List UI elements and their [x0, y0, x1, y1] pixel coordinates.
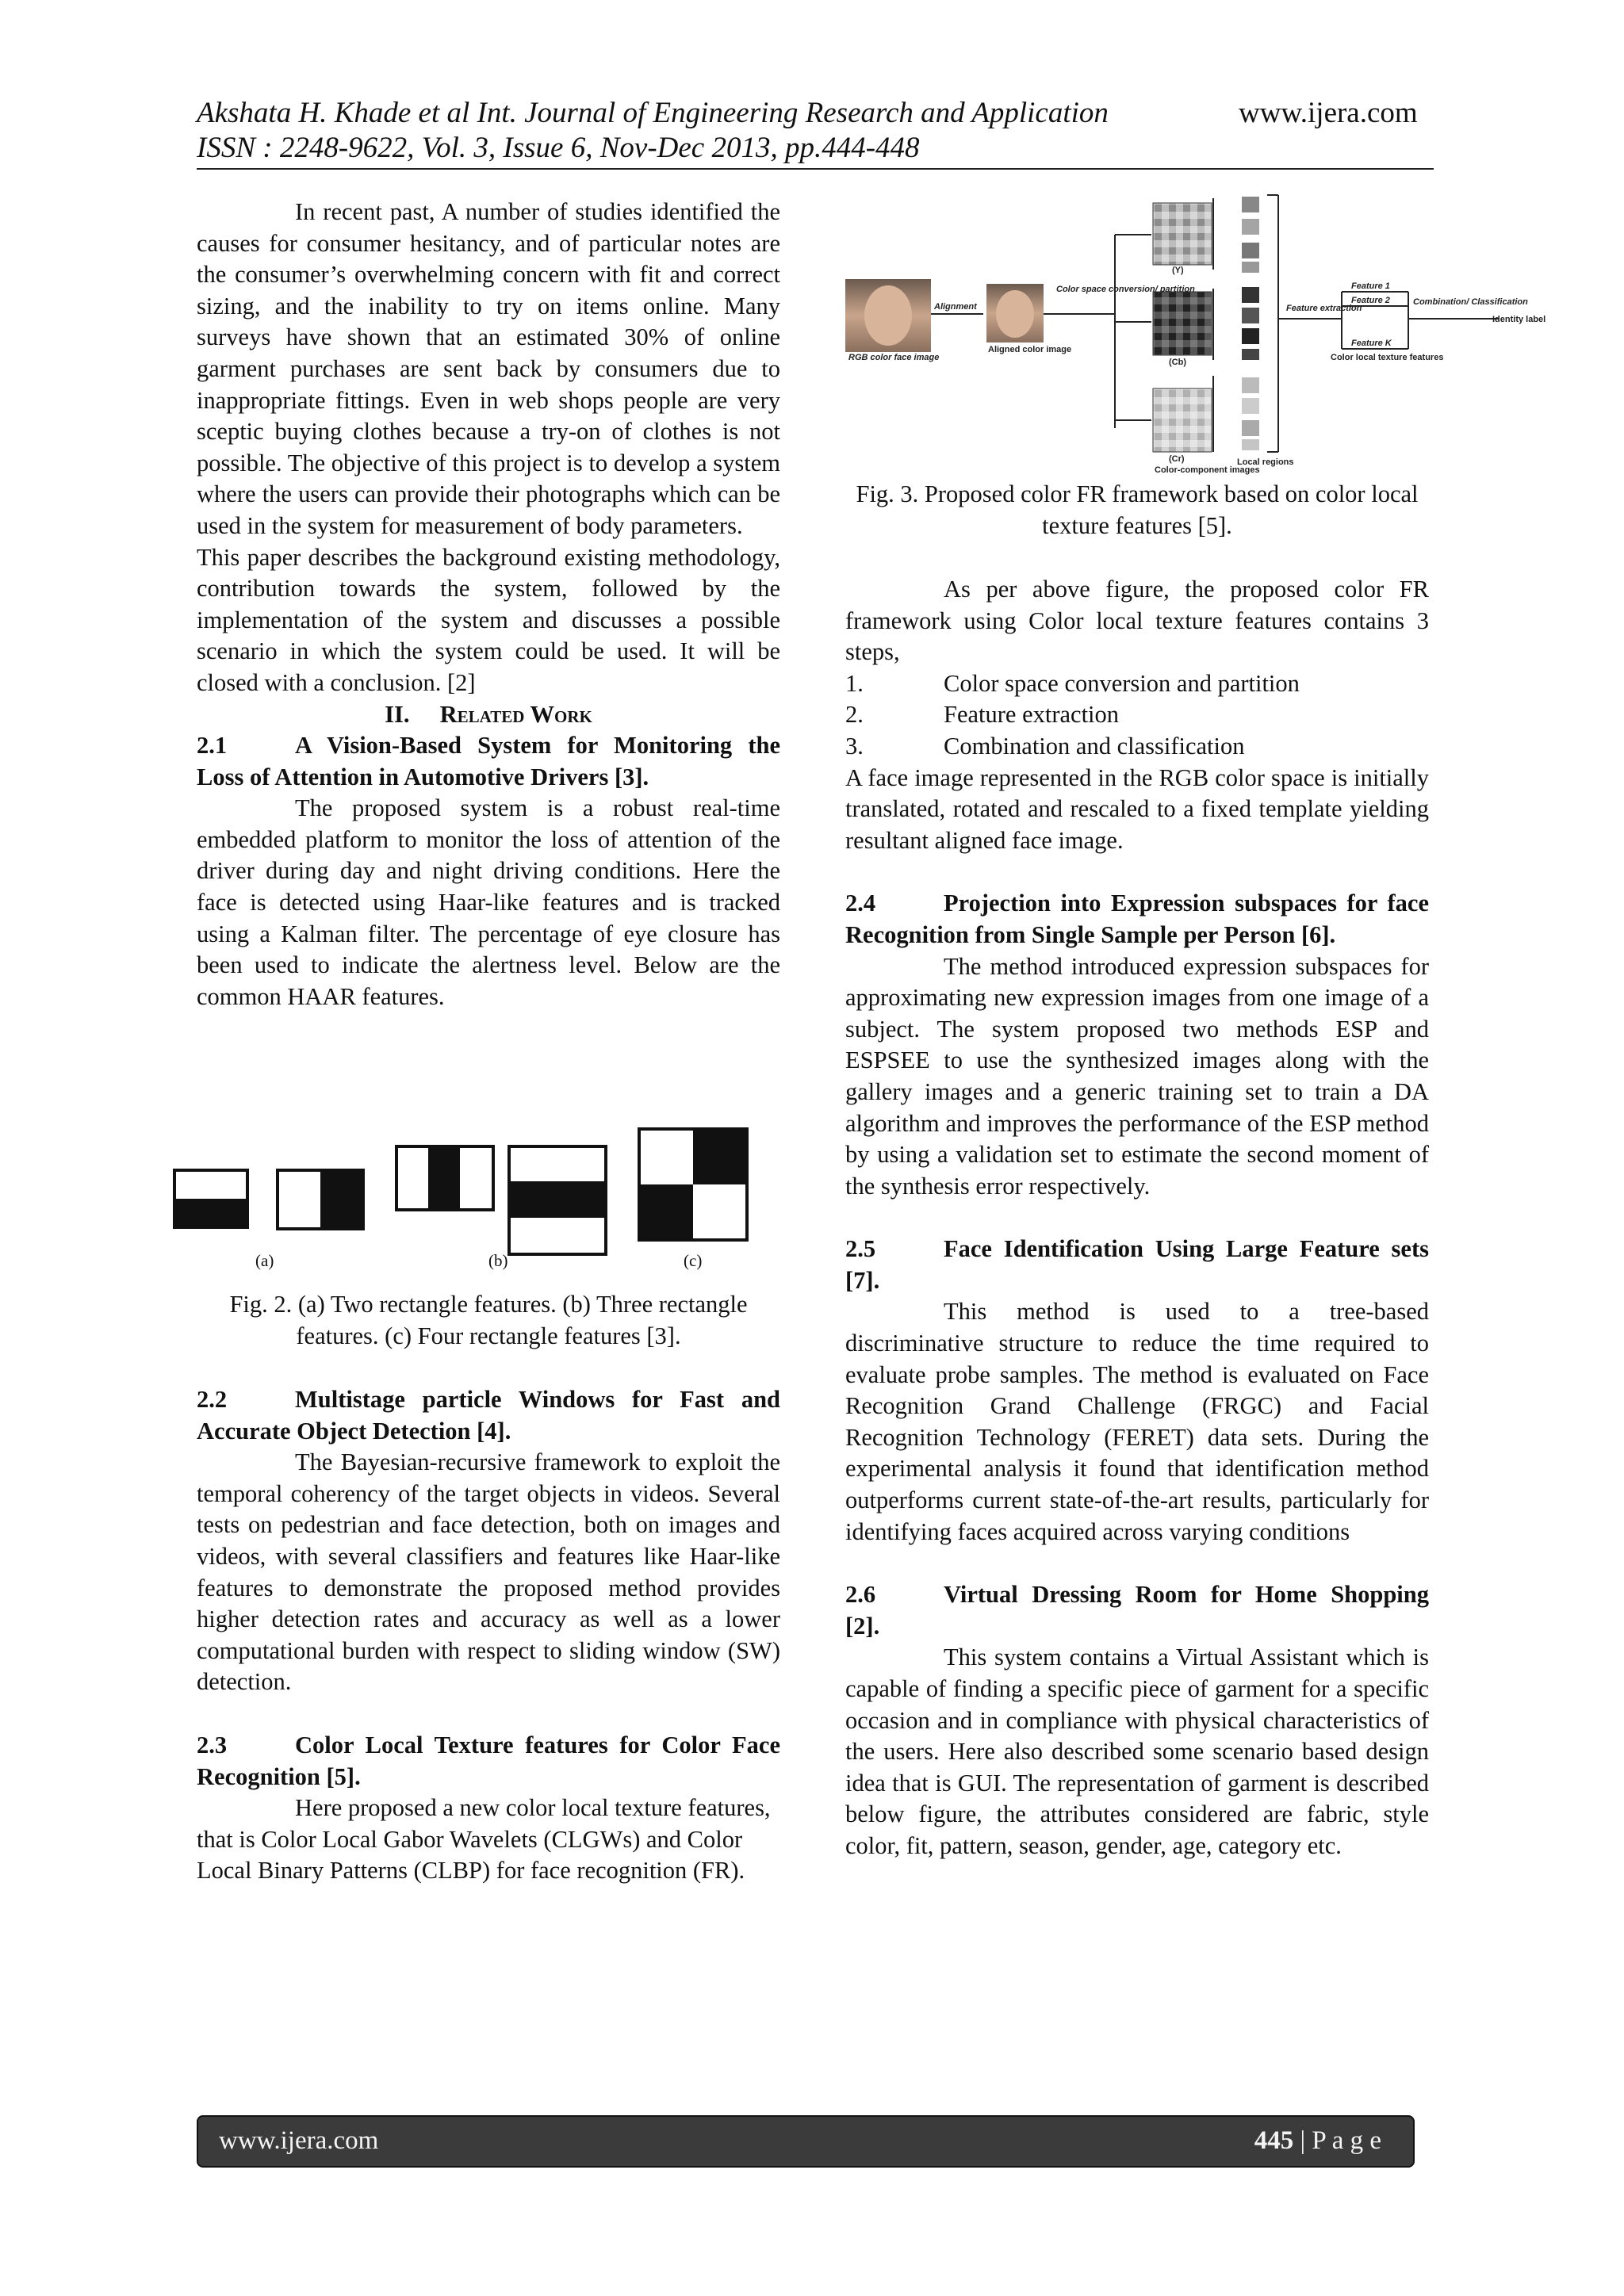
right-column	[845, 574, 1429, 1862]
haar-a2-dark	[320, 1170, 363, 1229]
subsection-number: 2.6	[845, 1581, 876, 1609]
subsection-title: Multistage particle Windows for Fast and Accurate Object Detection [4].	[197, 1386, 780, 1445]
label-rgb-image: RGB color face image	[848, 353, 940, 362]
fig3-caption: Fig. 3. Proposed color FR framework based on color local texture features [5].	[856, 480, 1419, 539]
subsection-heading-2-5	[845, 1234, 1429, 1296]
haar-c-dark-top	[693, 1129, 747, 1184]
running-header-authors: Akshata H. Khade et al Int. Journal of Engineering Research and Application	[197, 97, 1109, 129]
intro-paragraph-1: In recent past, A number of studies identified the causes for consumer hesitancy, and of particular notes are the consumer’s overwhelming concern with fit and correct sizing, and the inability to try on items online. Many surveys have shown that an estimated 30% of online garment purchases are sent back by consumers due to inappropriate fittings. Even in web shops people are very sceptic buying clothes because a try-on of clothes is not possible. The objective of this project is to develop a system where the users can provide their photographs which can be used in the system for measurement of body parameters.	[197, 198, 780, 539]
left-column-lower	[197, 1384, 780, 1887]
fig2-label-c: (c)	[684, 1251, 703, 1270]
footer-page-info	[1254, 2126, 1381, 2156]
aligned-face-oval	[996, 290, 1034, 338]
subsection-body-2-2: The Bayesian-recursive framework to exploit the temporal coherency of the target objects in videos. Several tests on pedestrian and face detection, both on images and videos, with several classifiers and features like Haar-like features to demonstrate the proposed method provides higher detection rates and accuracy as well as a lower computational burden with respect to sliding window (SW) detection.	[197, 1448, 780, 1696]
running-header-issn: ISSN : 2248-9622, Vol. 3, Issue 6, Nov-Dec 2013, pp.444-448	[197, 132, 920, 164]
subsection-title: Face Identification Using Large Feature sets [7].	[845, 1235, 1429, 1294]
color-fr-framework-diagram	[841, 190, 1562, 484]
left-column	[197, 197, 780, 1012]
framework-steps-list	[845, 668, 1429, 763]
footer-website: www.ijera.com	[219, 2126, 379, 2155]
subsection-number: 2.2	[197, 1386, 228, 1413]
page-footer	[197, 2115, 1415, 2168]
subsection-title: Projection into Expression subspaces for face Recognition from Single Sample per Person [6].	[845, 890, 1429, 948]
list-item: 2. Feature extraction	[845, 701, 1120, 729]
fig2-label-a: (a)	[255, 1251, 274, 1270]
running-header-website: www.ijera.com	[1239, 97, 1418, 129]
subsection-number: 2.1	[197, 732, 228, 760]
label-color-space: Color space conversion/ partition	[1056, 285, 1195, 294]
section-number: II.	[385, 700, 410, 728]
label-cr: (Cr)	[1169, 454, 1185, 464]
section-title: Related Work	[439, 700, 592, 728]
fig2-caption: Fig. 2. (a) Two rectangle features. (b) Three rectangle features. (c) Four rectangle features [3].	[229, 1291, 748, 1349]
local-region-thumbnails	[1242, 197, 1259, 450]
label-components: Color-component images	[1155, 465, 1260, 475]
subsection-number: 2.5	[845, 1235, 876, 1263]
page-number: 445	[1254, 2126, 1294, 2155]
subsection-title: Virtual Dressing Room for Home Shopping [2].	[845, 1581, 1429, 1640]
subsection-body-2-1: The proposed system is a robust real-time embedded platform to monitor the loss of attention of the driver during day and night driving conditions. Here the face is detected using Haar-like features and is tracked using a Kalman filter. The percentage of eye closure has been used to indicate the alertness level. Below are the common HAAR features.	[197, 794, 780, 1010]
subsection-number: 2.4	[845, 890, 876, 917]
label-color-local-features: Color local texture features	[1331, 353, 1444, 362]
page-label: | P a g e	[1293, 2126, 1381, 2155]
subsection-number: 2.3	[197, 1731, 228, 1758]
haar-c-dark-bottom	[639, 1184, 693, 1240]
label-y: (Y)	[1172, 266, 1184, 275]
label-feature-2: Feature 2	[1351, 296, 1390, 305]
intro-paragraph-2: This paper describes the background existing methodology, contribution towards the system, followed by the implementation of the system and discusses a possible scenario in which the system could be used. It will be closed with a conclusion. [2]	[197, 543, 780, 696]
subsection-heading-2-2	[197, 1384, 780, 1447]
subsection-heading-2-3	[197, 1730, 780, 1793]
subsection-body-2-3: Here proposed a new color local texture features, that is Color Local Gabor Wavelets (CLGWs) and Color Local Binary Patterns (CLBP) for face recognition (FR).	[197, 1794, 771, 1885]
subsection-title: Color Local Texture features for Color Face Recognition [5].	[197, 1731, 780, 1790]
subsection-heading-2-1	[197, 730, 780, 793]
cr-component-image	[1153, 388, 1212, 452]
label-aligned-image: Aligned color image	[988, 345, 1072, 354]
label-identity: Identity label	[1492, 315, 1546, 324]
haar-b2-dark	[509, 1181, 606, 1218]
subsection-body-2-4: The method introduced expression subspaces for approximating new expression images from one image of a subject. The system proposed two methods ESP and ESPSEE to use the synthesized images along with the gallery images and a generic training set to train a DA algorithm and improves the performance of the ESP method by using a validation set to estimate the second moment of the synthesis error respectively.	[845, 952, 1429, 1200]
subsection-title: A Vision-Based System for Monitoring the Loss of Attention in Automotive Drivers [3].	[197, 732, 780, 790]
cb-component-image	[1153, 292, 1212, 355]
rgb-face-oval	[864, 285, 912, 346]
label-cb: (Cb)	[1169, 358, 1186, 367]
subsection-body-2-5: This method is used to a tree-based discriminative structure to reduce the time required to evaluate probe samples. The method is evaluated on Face Recognition Grand Challenge (FRGC) and Facial Recognition Technology (FERET) data sets. During the experimental analysis it found that identification method outperforms current state-of-the-art results, particularly for identifying faces acquired across varying conditions	[845, 1298, 1429, 1545]
label-alignment: Alignment	[934, 302, 977, 312]
subsection-heading-2-4	[845, 888, 1429, 951]
list-item: 3. Combination and classification	[845, 732, 1245, 760]
haar-b1-dark	[428, 1146, 460, 1210]
label-local-regions: Local regions	[1237, 457, 1294, 467]
label-feature-1: Feature 1	[1351, 281, 1390, 291]
section-heading-related-work	[197, 699, 780, 731]
header-rule	[197, 168, 1434, 170]
y-component-image	[1153, 203, 1212, 265]
fig2-label-b: (b)	[488, 1251, 508, 1270]
alignment-paragraph: A face image represented in the RGB color space is initially translated, rotated and rescaled to a fixed template yielding resultant aligned face image.	[845, 763, 1429, 854]
framework-paragraph: As per above figure, the proposed color FR framework using Color local texture features contains 3 steps,	[845, 576, 1429, 666]
list-item: 1. Color space conversion and partition	[845, 669, 1300, 697]
subsection-body-2-6: This system contains a Virtual Assistant which is capable of finding a specific piece of garment for a specific occasion and in compliance with physical characteristics of the users. Here also described some scenario based design idea that is GUI. The representation of garment is described below figure, the attributes considered are fabric, style color, fit, pattern, season, gender, age, category etc.	[845, 1644, 1429, 1859]
label-feature-k: Feature K	[1351, 339, 1392, 348]
subsection-heading-2-6	[845, 1579, 1429, 1642]
haar-a1-dark	[174, 1199, 247, 1227]
label-combination: Combination/ Classification	[1413, 297, 1528, 307]
label-feature-extraction: Feature extraction	[1286, 304, 1362, 313]
